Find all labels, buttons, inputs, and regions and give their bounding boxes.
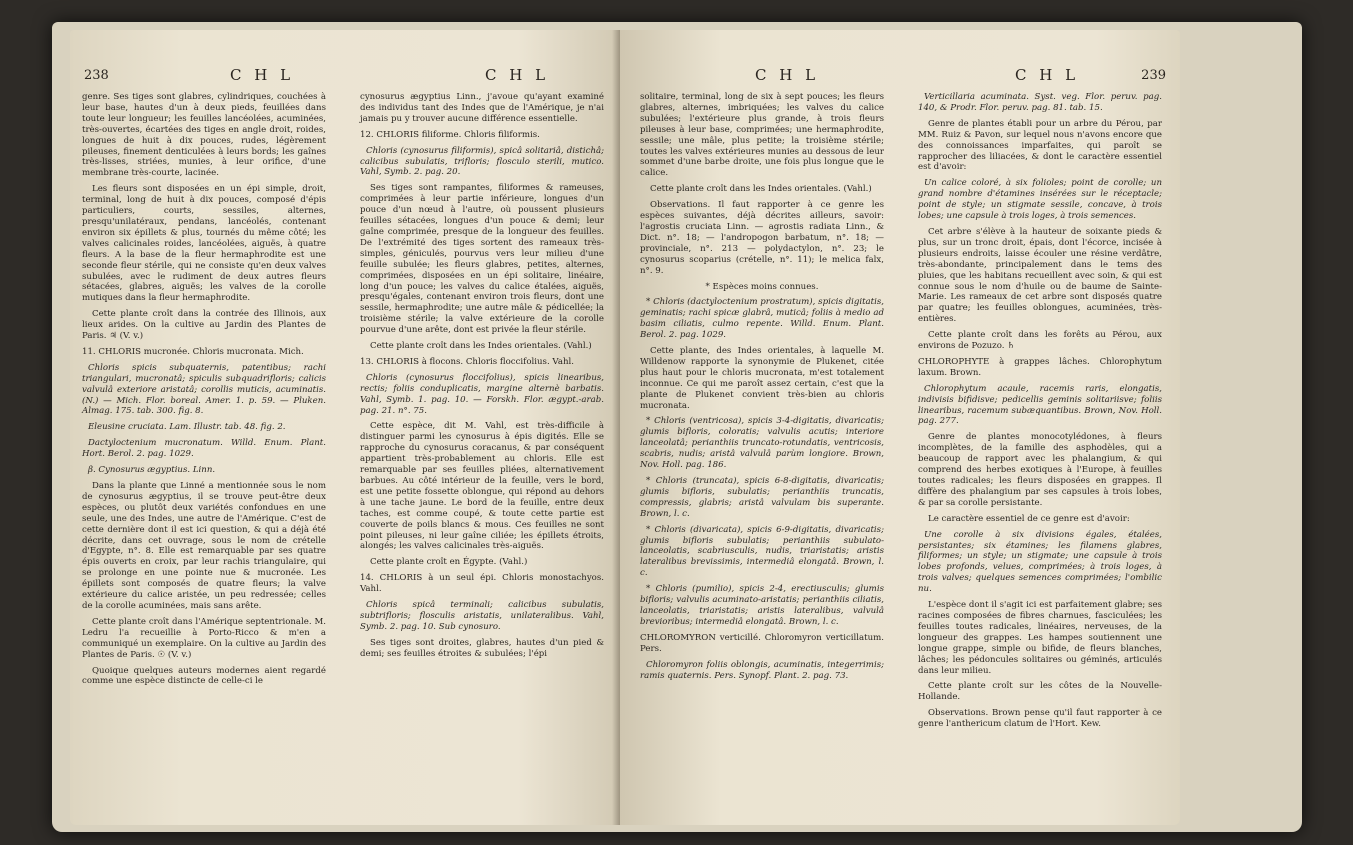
- paragraph: Cette plante croît en Égypte. (Vahl.): [370, 557, 528, 568]
- paragraph: * Chloris (divaricata), spicis 6-9-digitatis, divaricatis; glumis bifloris subulatis; perianthiis subulato-lanceolatis, scabriusculis, nudis, triaristatis; aristis lateralibus brevissimis, intermediâ elongatâ. Brown, l. c.: [640, 524, 884, 579]
- paragraph: Cette espèce, dit M. Vahl, est très-difficile à distinguer parmi les cynosurus à épis digités. Elle se rapproche du cynosurus coracanus, & par conséquent appartient très-probablement au chloris. Elle est remarquable par ses feuilles pliées, alternativement barbues. Au côté intérieur de la feuille, vers le bord, est une petite fossette oblongue, qui répond au dehors à une tache jaune. Le bord de la feuille, entre deux taches, est comme coupé, & toute cette partie est couverte de poils blancs & mous. Ces feuilles ne sont point pileuses, ni leur gaîne ciliée; les épillets étroits, alongés; les valves calicinales très-aiguës.: [360, 421, 604, 552]
- paragraph: Chloromyron foliis oblongis, acuminatis, integerrimis; ramis quaternis. Pers. Synopf. Plant. 2. pag. 73.: [640, 659, 884, 681]
- text-column-left: [82, 92, 326, 692]
- running-head: C H L: [230, 66, 295, 84]
- running-head: C H L: [1015, 66, 1080, 84]
- text-column-left: [640, 92, 884, 686]
- paragraph: Dactyloctenium mucronatum. Willd. Enum. Plant. Hort. Berol. 2. pag. 1029.: [82, 438, 326, 460]
- paragraph: Genre de plantes monocotylédones, à fleurs incomplètes, de la famille des asphodèles, qui a beaucoup de rapport avec les phalangium, & qui comprend des herbes exotiques à l'Europe, à feuilles toutes radicales; les fleurs disposées en grappes. Il diffère des phalangium par ses capsules à trois lobes, & par sa corolle persistante.: [918, 432, 1162, 508]
- paragraph: Chloris (cynosurus filiformis), spicâ solitariâ, distichâ; calicibus subulatis, trifloris; flosculo sterili, mutico. Vahl, Symb. 2. pag. 20.: [360, 145, 604, 178]
- right-page: [620, 30, 1180, 825]
- paragraph: Un calice coloré, à six folioles; point de corolle; un grand nombre d'étamines insérées sur le réceptacle; point de style; un stigmate sessile, concave, à trois lobes; une capsule à trois loges, à trois semences.: [918, 178, 1162, 222]
- paragraph: * Chloris (ventricosa), spicis 3-4-digitatis, divaricatis; glumis bifloris, coloratis; valvulis acutis; interiore lanceolatâ; perianthiis truncato-rotundatis, ventricosis, scabris, nudis; aristâ valvulâ parùm longiore. Brown, Nov. Holl. pag. 186.: [640, 416, 884, 471]
- paragraph: Chloris (cynosurus floccifolius), spicis linearibus, rectis; foliis conduplicatis, margine alternè barbatis. Vahl, Symb. 1. pag. 10. — Forskh. Flor. ægypt.-arab. pag. 21. n°. 75.: [360, 372, 604, 416]
- paragraph: Genre de plantes établi pour un arbre du Pérou, par MM. Ruiz & Pavon, sur lequel nous n'avons encore que des connoissances imparfaites, qui paroît se rapprocher des liliacées, & dont le caractère essentiel est d'avoir:: [918, 118, 1162, 173]
- paragraph: Chlorophytum acaule, racemis raris, elongatis, indivisis bifidisve; pedicellis geminis solitariisve; foliis linearibus, racemum subæquantibus. Brown, Nov. Holl. pag. 277.: [918, 383, 1162, 427]
- paragraph: 14. CHLORIS à un seul épi. Chloris monostachyos. Vahl.: [360, 573, 604, 595]
- paragraph: Verticillaria acuminata. Syst. veg. Flor. peruv. pag. 140, & Prodr. Flor. peruv. pag. 81. tab. 15.: [918, 92, 1162, 113]
- text-column-right: [918, 92, 1162, 735]
- paragraph: Ses tiges sont droites, glabres, hautes d'un pied & demi; ses feuilles étroites & subulées; l'épi: [360, 637, 604, 659]
- paragraph: * Chloris (dactyloctenium prostratum), spicis digitatis, geminatis; rachi spicæ glabrâ, muticâ; foliis à medio ad basim ciliatis, culmo repente. Willd. Enum. Plant. Berol. 2. pag. 1029.: [640, 297, 884, 341]
- running-head: C H L: [485, 66, 550, 84]
- paragraph: * Chloris (truncata), spicis 6-8-digitatis, divaricatis; glumis bifloris, subulatis; perianthiis truncatis, compressis, glabris; aristâ valvulam bis superante. Brown, l. c.: [640, 476, 884, 519]
- paragraph: Les fleurs sont disposées en un épi simple, droit, terminal, long de huit à dix pouces, composé d'épis particuliers, courts, sessiles, alternes, presqu'unilatéraux, pendans, lancéolés, contenant environ six épillets & plus, tournés du même côté; les valves calicinales roides, lancéolées, aiguës, à quatre fleurs. A la base de la fleur hermaphrodite est une seconde fleur stérile, qui ne consiste qu'en deux valves subulées, avec le rudiment de deux autres fleurs sétacées, glabres, aiguës; les valves de la corolle mutiques dans la fleur hermaphrodite.: [82, 184, 326, 304]
- paragraph: Observations. Il faut rapporter à ce genre les espèces suivantes, déjà décrites ailleurs, savoir: l'agrostis cruciata Linn. — agrostis radiata Linn., & Dict. n°. 18; — l'andropogon barbatum, n°. 18; — provinciale, n°. 213 — polydactylon, n°. 23; le cynosurus scoparius (crételle, n°. 11); le melica falx, n°. 9.: [640, 200, 884, 276]
- paragraph: Le caractère essentiel de ce genre est d'avoir:: [928, 513, 1130, 524]
- page-number: 239: [1141, 68, 1166, 83]
- paragraph: Quoique quelques auteurs modernes aient regardé comme une espèce distincte de celle-ci le: [82, 665, 326, 687]
- paragraph: Cette plante croît dans les Indes orientales. (Vahl.): [370, 341, 592, 352]
- paragraph: Dans la plante que Linné a mentionnée sous le nom de cynosurus ægyptius, il se trouve peut-être deux espèces, ou plutôt deux variétés confondues en une seule, une des Indes, une autre de l'Amérique. C'est de cette dernière dont il est ici question, & qui a déjà été décrite, dans cet ouvrage, sous le nom de crételle d'Egypte, n°. 8. Elle est remarquable par ses quatre épis ouverts en croix, par leur rachis triangulaire, qui se prolonge en une pointe nue & mucronée. Les épillets sont composés de quatre fleurs; la valve extérieure du calice aristée, un peu redressée; celles de la corolle acuminées, mais sans arête.: [82, 481, 326, 611]
- paragraph: β. Cynosurus ægyptius. Linn.: [88, 465, 216, 476]
- paragraph: Cette plante, des Indes orientales, à laquelle M. Willdenow rapporte la synonymie de Plukenet, citée plus haut pour le chloris mucronata, m'est totalement inconnue. Ce qui me paroît assez certain, c'est que la plante de Plukenet convient très-bien au chloris mucronata.: [640, 346, 884, 411]
- paragraph: cynosurus ægyptius Linn., j'avoue qu'ayant examiné des individus tant des Indes que de l'Amérique, je n'ai jamais pu y trouver aucune différence essentielle.: [360, 92, 604, 124]
- paragraph: 11. CHLORIS mucronée. Chloris mucronata. Mich.: [82, 346, 304, 357]
- page-number: 238: [84, 68, 109, 83]
- paragraph: CHLOROMYRON verticillé. Chloromyron verticillatum. Pers.: [640, 632, 884, 654]
- running-head: C H L: [755, 66, 820, 84]
- paragraph: Cette plante croît dans la contrée des Illinois, aux lieux arides. On la cultive au Jardin des Plantes de Paris. ♃ (V. v.): [82, 309, 326, 342]
- paragraph: L'espèce dont il s'agit ici est parfaitement glabre; ses racines composées de fibres charnues, fasciculées; les feuilles toutes radicales, linéaires, nerveuses, de la longueur des grappes. Les hampes soutiennent une longue grappe, simple ou bifide, de fleurs blanches, lâches; les pédoncules solitaires ou géminés, articulés dans leur milieu.: [918, 600, 1162, 676]
- paragraph: Cette plante croît dans l'Amérique septentrionale. M. Ledru l'a recueillie à Porto-Ricco & m'en a communiqué un exemplaire. On la cultive au Jardin des Plantes de Paris. ☉ (V. v.): [82, 616, 326, 660]
- paragraph: 12. CHLORIS filiforme. Chloris filiformis.: [360, 129, 540, 140]
- paragraph: Une corolle à six divisions égales, étalées, persistantes; six étamines; les filamens glabres, filiformes; un style; un stigmate; une capsule à trois lobes profonds, velues, comprimées; à trois loges, à trois valves; quelques semences comprimées; l'ombilic nu.: [918, 529, 1162, 595]
- left-page: [70, 30, 630, 825]
- paragraph: Ses tiges sont rampantes, filiformes & rameuses, comprimées à leur partie inférieure, longues d'un pouce d'un nœud à l'autre, où poussent plusieurs feuilles sétacées, longues d'un pouce & demi; leur gaîne comprimée, presque de la longueur des feuilles. De l'extrémité des tiges sortent des rameaux très-simples, géniculés, pourvus vers leur milieu d'une feuille subulée; les fleurs glabres, petites, alternes, comprimées, disposées en un épi solitaire, linéaire, long d'un pouce; les valves du calice étalées, aiguës, presqu'égales, contenant environ trois fleurs, dont une sessile, hermaphrodite; une autre mâle & pédicellée; la troisième stérile; la valve extérieure de la corolle pourvue d'une arête, dont est privée la fleur stérile.: [360, 183, 604, 336]
- paragraph: Eleusine cruciata. Lam. Illustr. tab. 48. fig. 2.: [88, 422, 286, 433]
- paragraph: Observations. Brown pense qu'il faut rapporter à ce genre l'anthericum clatum de l'Hort. Kew.: [918, 708, 1162, 730]
- paragraph: genre. Ses tiges sont glabres, cylindriques, couchées à leur base, hautes d'un à deux pieds, feuillées dans toute leur longueur; les feuilles lancéolées, acuminées, très-ouvertes, écartées des tiges en angle droit, roides, longues de huit à dix pouces, rudes, légèrement pileuses, finement denticulées à leurs bords; les gaînes très-lisses, striées, munies, à leur orifice, d'une membrane très-courte, lacinée.: [82, 92, 326, 179]
- left-page-header: [70, 66, 630, 86]
- right-page-header: [620, 66, 1180, 86]
- paragraph: Cet arbre s'élève à la hauteur de soixante pieds & plus, sur un tronc droit, épais, dont l'écorce, incisée à plusieurs endroits, laisse écouler une résine verdâtre, très-abondante, principalement dans le tems des pluies, que les habitans recueillent avec soin, & qui est connue sous le nom d'huile ou de baume de Sainte-Marie. Les rameaux de cet arbre sont disposés quatre par quatre; les feuilles oblongues, acuminées, très-entières.: [918, 226, 1162, 325]
- paragraph: Cette plante croît dans les forêts au Pérou, aux environs de Pozuzo. ♄: [918, 330, 1162, 352]
- paragraph: CHLOROPHYTE à grappes lâches. Chlorophytum laxum. Brown.: [918, 356, 1162, 378]
- paragraph: solitaire, terminal, long de six à sept pouces; les fleurs glabres, alternes, imbriquées; les valves du calice subulées; l'extérieure plus grande, à trois fleurs pileuses à leur base, comprimées; une hermaphrodite, sessile; une mâle, plus petite; la troisième stérile; toutes les valves extérieures munies au dessous de leur sommet d'une barbe droite, une fois plus longue que le calice.: [640, 92, 884, 179]
- text-column-right: [360, 92, 604, 665]
- paragraph: * Chloris (pumilio), spicis 2-4, erectiusculis; glumis bifloris; valvulis acuminato-aristatis; perianthiis ciliatis, lanceolatis, triaristatis; aristis lateralibus, valvulâ brevioribus; intermediâ elongatâ. Brown, l. c.: [640, 584, 884, 627]
- paragraph: * Espèces moins connues.: [705, 281, 819, 292]
- paragraph: Chloris spicâ terminali; calicibus subulatis, subtrifloris; flosculis aristatis, unilateralibus. Vahl, Symb. 2. pag. 10. Sub cynosuro.: [360, 600, 604, 632]
- paragraph: Cette plante croît sur les côtes de la Nouvelle-Hollande.: [918, 681, 1162, 703]
- paragraph: Chloris spicis subquaternis, patentibus; rachi triangulari, mucronatâ; spiculis subquadrifloris; calicis valvulâ exteriore aristatâ; corollis muticis, acuminatis. (N.) — Mich. Flor. boreal. Amer. 1. p. 59. — Pluken. Almag. 175. tab. 300. fig. 8.: [82, 362, 326, 417]
- paragraph: 13. CHLORIS à flocons. Chloris floccifolius. Vahl.: [360, 356, 574, 367]
- paragraph: Cette plante croît dans les Indes orientales. (Vahl.): [650, 184, 872, 195]
